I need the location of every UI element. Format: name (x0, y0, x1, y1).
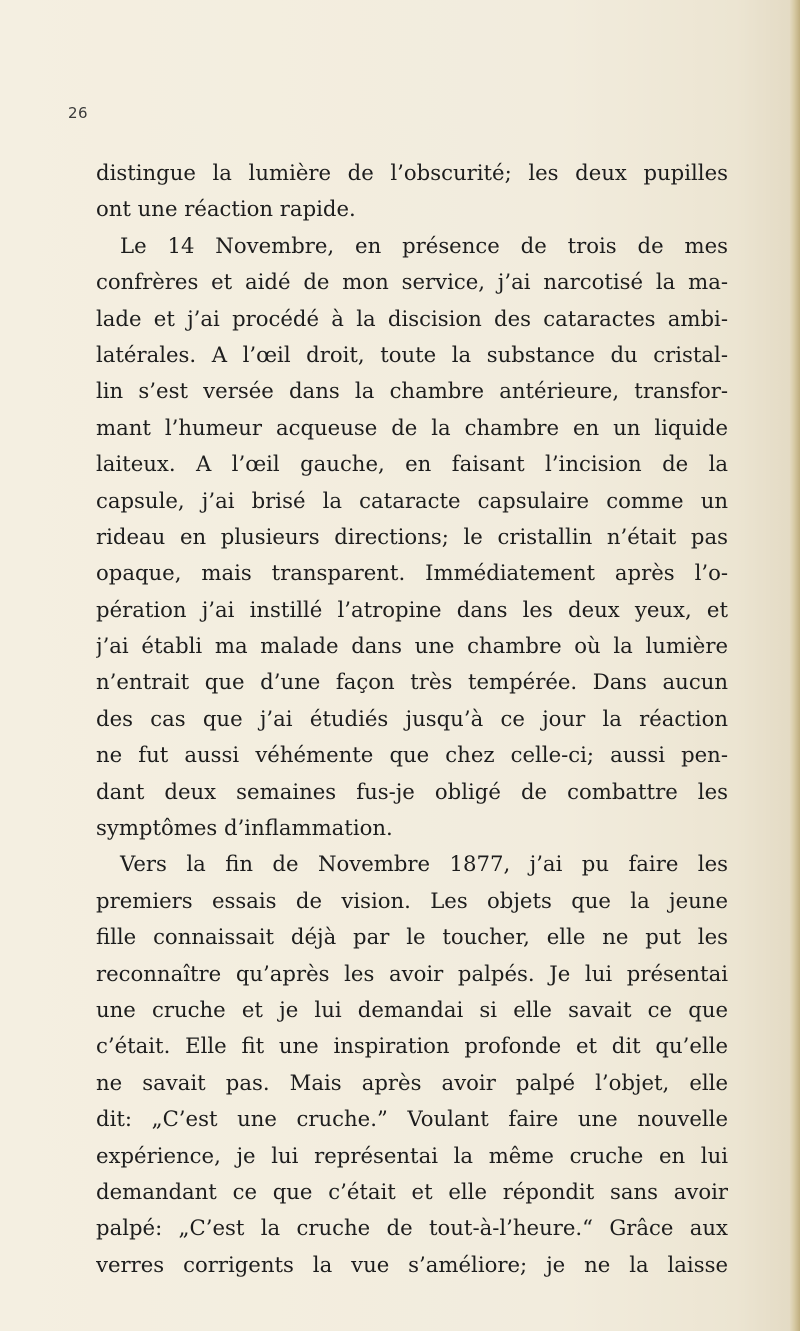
text-line: capsule, j’ai brisé la cataracte capsulaire comme un (96, 487, 728, 513)
text-line: ont une réaction rapide. (96, 196, 356, 222)
text-line: opaque, mais transparent. Immédiatement après l’o- (96, 560, 728, 586)
text-line: laiteux. A l’œil gauche, en faisant l’incision de la (96, 451, 728, 477)
text-line: latérales. A l’œil droit, toute la substance du cristal- (96, 341, 728, 367)
text-line: ne fut aussi véhémente que chez celle-ci; aussi pen- (96, 742, 728, 768)
text-line: une cruche et je lui demandai si elle savait ce que (96, 996, 728, 1022)
text-line: c’était. Elle fit une inspiration profonde et dit qu’elle (96, 1033, 728, 1059)
page-edge (790, 0, 800, 1331)
text-line: expérience, je lui représentai la même cruche en lui (96, 1142, 728, 1168)
text-line: dant deux semaines fus-je obligé de combattre les (96, 778, 728, 804)
text-line: distingue la lumière de l’obscurité; les deux pupilles (96, 160, 728, 185)
text-line: dit: „C’est une cruche.” Voulant faire une nouvelle (96, 1106, 728, 1132)
text-line: n’entrait que d’une façon très tempérée. Dans aucun (96, 669, 728, 695)
text-line: Vers la fin de Novembre 1877, j’ai pu faire les (120, 851, 728, 877)
text-line: fille connaissait déjà par le toucher, elle ne put les (96, 924, 728, 950)
page-number: 26 (68, 104, 89, 122)
text-line: lin s’est versée dans la chambre antérieure, transfor- (96, 378, 728, 404)
text-line: premiers essais de vision. Les objets que la jeune (96, 887, 728, 913)
text-line: symptômes d’inflammation. (96, 815, 393, 841)
text-line: mant l’humeur acqueuse de la chambre en un liquide (96, 414, 728, 440)
text-line: lade et j’ai procédé à la discision des cataractes ambi- (96, 305, 728, 331)
text-line: reconnaître qu’après les avoir palpés. Je lui présentai (96, 960, 728, 986)
text-line: palpé: „C’est la cruche de tout-à-l’heure.“ Grâce aux (96, 1215, 728, 1241)
text-line: des cas que j’ai étudiés jusqu’à ce jour la réaction (96, 705, 728, 731)
text-line: demandant ce que c’était et elle répondit sans avoir (96, 1178, 728, 1204)
text-line: pération j’ai instillé l’atropine dans les deux yeux, et (96, 596, 728, 622)
text-line: ne savait pas. Mais après avoir palpé l’objet, elle (96, 1069, 728, 1095)
body-text (96, 155, 728, 1283)
text-line: j’ai établi ma malade dans une chambre où la lumière (96, 633, 728, 659)
text-line: Le 14 Novembre, en présence de trois de mes (120, 232, 728, 258)
text-line: verres corrigents la vue s’améliore; je ne la laisse (96, 1251, 728, 1277)
text-line: rideau en plusieurs directions; le cristallin n’était pas (96, 523, 728, 549)
text-line: confrères et aidé de mon service, j’ai narcotisé la ma- (96, 269, 728, 295)
